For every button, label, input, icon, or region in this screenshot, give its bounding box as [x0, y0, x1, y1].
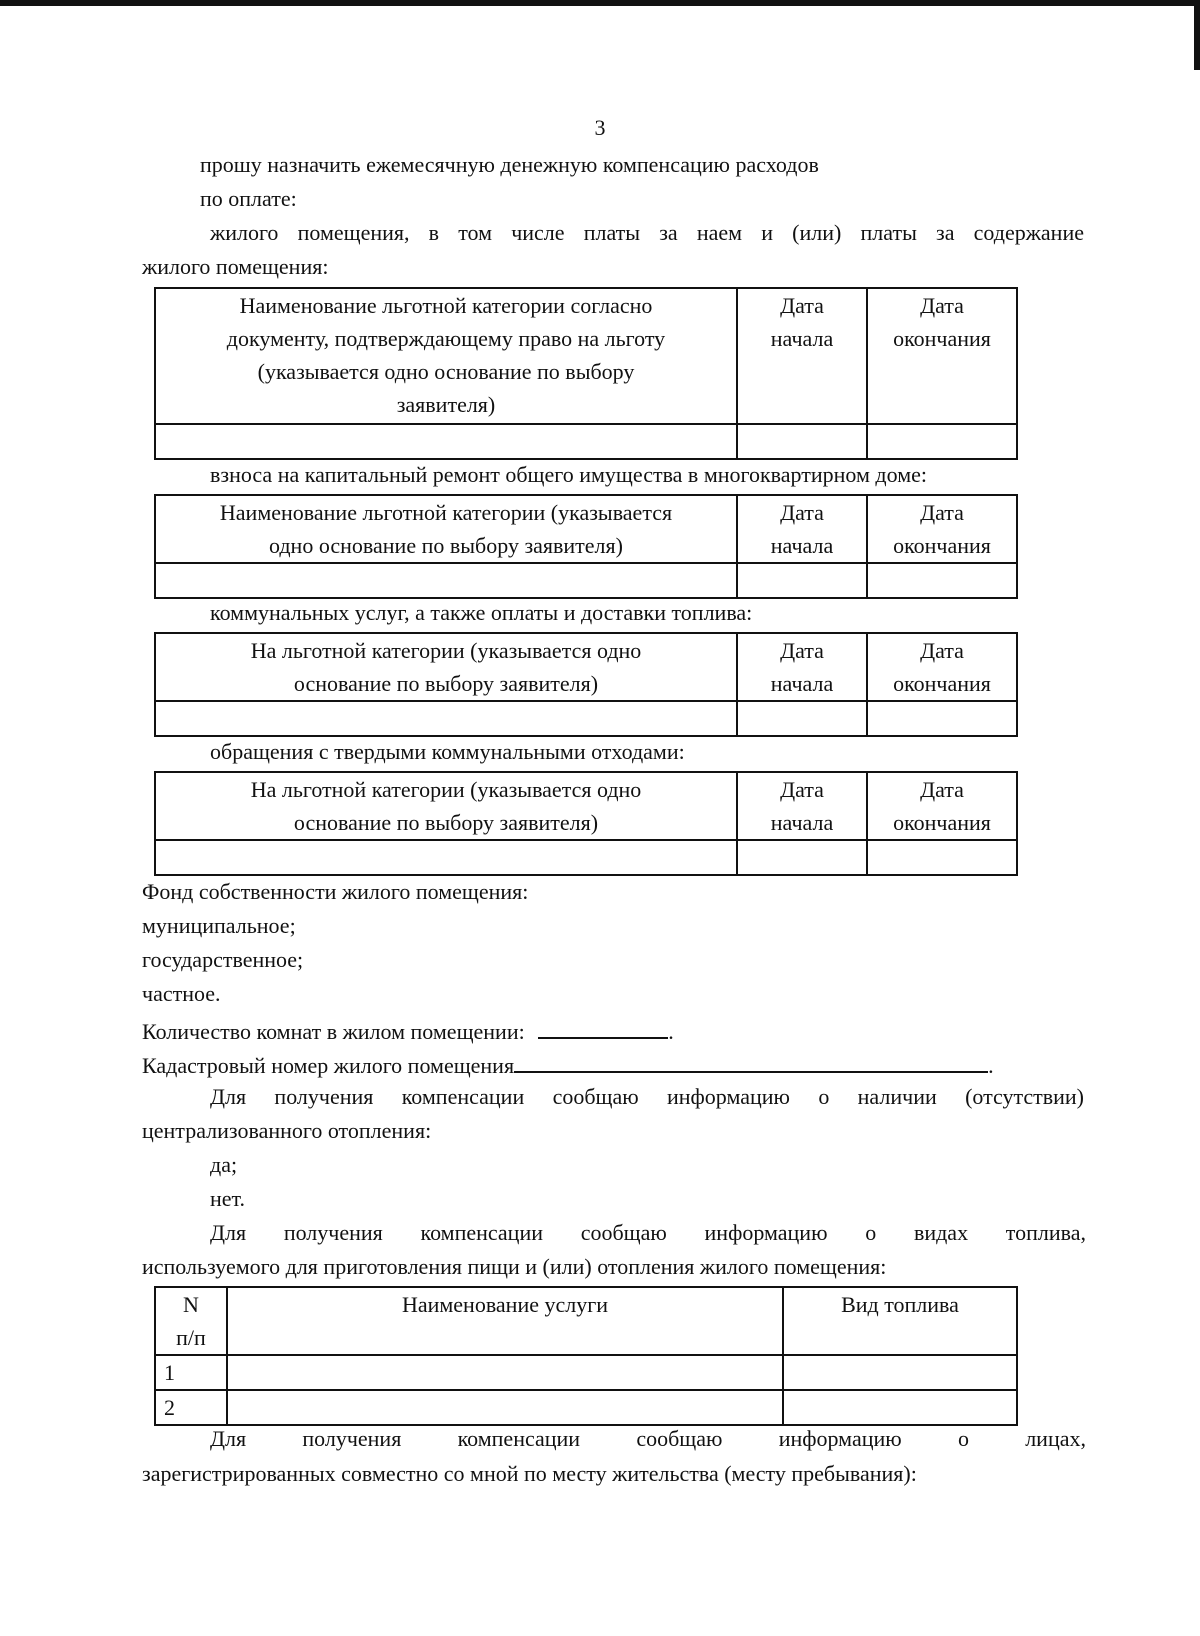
fuel-row-service-cell[interactable] — [227, 1355, 783, 1390]
heating-line-1-text: Для получения компенсации сообщаю информацию о наличии (отсутствии) — [210, 1084, 1084, 1109]
section4-cell-start[interactable] — [737, 840, 867, 875]
section1-col-end-l1: Дата — [920, 293, 964, 318]
section1-col-category-l3: (указывается одно основание по выбору — [257, 359, 635, 384]
section2-table-header-row — [155, 495, 1017, 563]
fuel-col-number — [155, 1287, 227, 1355]
section3-table — [154, 632, 1018, 737]
section1-col-end — [867, 288, 1017, 424]
section3-heading: коммунальных услуг, а также оплаты и доставки топлива: — [210, 600, 753, 625]
section2-cell-start[interactable] — [737, 563, 867, 598]
section1-heading-text: жилого помещения, в том числе платы за наем и (или) платы за содержание — [210, 220, 1084, 245]
section4-col-category-l1: На льготной категории (указывается одно — [250, 777, 642, 802]
persons-word: информацию — [778, 1426, 902, 1451]
fuel-col-fuel-type: Вид топлива — [783, 1287, 1017, 1355]
section1-col-category-l4: заявителя) — [396, 392, 496, 417]
fuel-row-fuel-cell[interactable] — [783, 1355, 1017, 1390]
section4-col-start-l2: начала — [770, 810, 834, 835]
fuel-row-number: 2 — [155, 1390, 227, 1425]
section1-table — [154, 287, 1018, 460]
section3-col-end-l2: окончания — [893, 671, 991, 696]
section3-col-start — [737, 633, 867, 701]
section3-col-category — [155, 633, 737, 701]
rooms-input-blank[interactable] — [538, 1013, 668, 1039]
section3-cell-start[interactable] — [737, 701, 867, 736]
scan-border-right — [1194, 0, 1200, 70]
section4-table — [154, 771, 1018, 876]
persons-word: сообщаю — [636, 1426, 723, 1451]
heating-line-2: централизованного отопления: — [142, 1118, 432, 1143]
cadastral-end: . — [988, 1053, 994, 1078]
section3-col-category-l1: На льготной категории (указывается одно — [250, 638, 642, 663]
page-number: 3 — [594, 115, 606, 140]
cadastral-input-blank[interactable] — [514, 1047, 988, 1073]
fuel-table — [154, 1286, 1018, 1426]
section1-cell-end[interactable] — [867, 424, 1017, 459]
section1-col-category-l1: Наименование льготной категории согласно — [239, 293, 653, 318]
intro-line-1: прошу назначить ежемесячную денежную компенсацию расходов — [200, 152, 819, 177]
section1-table-header-row — [155, 288, 1017, 424]
section3-table-header-row — [155, 633, 1017, 701]
section1-cell-category[interactable] — [155, 424, 737, 459]
section2-col-category-l1: Наименование льготной категории (указывается — [219, 500, 673, 525]
section4-col-category-l2: основание по выбору заявителя) — [293, 810, 599, 835]
fuel-table-row — [155, 1390, 1017, 1425]
fuel-row-fuel-cell[interactable] — [783, 1390, 1017, 1425]
fuel-table-row — [155, 1355, 1017, 1390]
section1-col-start — [737, 288, 867, 424]
section4-heading: обращения с твердыми коммунальными отходами: — [210, 739, 685, 764]
section4-col-end — [867, 772, 1017, 840]
section4-col-start-l1: Дата — [780, 777, 824, 802]
cadastral-line — [142, 1047, 994, 1081]
persons-word: компенсации — [457, 1426, 581, 1451]
section3-table-empty-row — [155, 701, 1017, 736]
section4-col-start — [737, 772, 867, 840]
section1-col-category-l2: документу, подтверждающему право на льготу — [226, 326, 666, 351]
section2-col-end-l2: окончания — [893, 533, 991, 558]
persons-word: о — [957, 1426, 969, 1451]
rooms-label: Количество комнат в жилом помещении: — [142, 1019, 525, 1044]
section4-col-end-l2: окончания — [893, 810, 991, 835]
section4-col-end-l1: Дата — [920, 777, 964, 802]
section2-col-start-l2: начала — [770, 533, 834, 558]
fuel-line-2: используемого для приготовления пищи и (или) отопления жилого помещения: — [142, 1254, 887, 1279]
section3-col-start-l1: Дата — [780, 638, 824, 663]
section1-cell-start[interactable] — [737, 424, 867, 459]
section2-table — [154, 494, 1018, 599]
heating-option-yes[interactable]: да; — [210, 1152, 238, 1177]
fuel-line-1-text: Для получения компенсации сообщаю информацию о видах топлива, — [210, 1220, 1086, 1245]
section2-heading: взноса на капитальный ремонт общего имущества в многоквартирном доме: — [210, 462, 927, 487]
persons-word: получения — [302, 1426, 402, 1451]
section4-table-empty-row — [155, 840, 1017, 875]
section2-col-start-l1: Дата — [780, 500, 824, 525]
persons-word: лицах, — [1025, 1426, 1086, 1451]
fuel-col-service: Наименование услуги — [227, 1287, 783, 1355]
fuel-col-number-l1: N — [183, 1292, 199, 1317]
section4-cell-end[interactable] — [867, 840, 1017, 875]
section1-heading-line-1 — [210, 218, 1084, 248]
fuel-row-number: 1 — [155, 1355, 227, 1390]
section2-cell-end[interactable] — [867, 563, 1017, 598]
persons-word: Для — [210, 1426, 247, 1451]
section2-col-end — [867, 495, 1017, 563]
intro-line-2: по оплате: — [200, 186, 297, 211]
heating-option-no[interactable]: нет. — [210, 1186, 245, 1211]
section3-cell-category[interactable] — [155, 701, 737, 736]
section4-table-header-row — [155, 772, 1017, 840]
section2-col-category — [155, 495, 737, 563]
section2-col-category-l2: одно основание по выбору заявителя) — [269, 533, 623, 558]
fuel-col-number-l2: п/п — [176, 1325, 206, 1350]
section1-table-empty-row — [155, 424, 1017, 459]
fund-option-state[interactable]: государственное; — [142, 947, 304, 972]
section3-col-start-l2: начала — [770, 671, 834, 696]
section2-table-empty-row — [155, 563, 1017, 598]
fund-title: Фонд собственности жилого помещения: — [142, 879, 529, 904]
section1-col-start-l2: начала — [770, 326, 834, 351]
fuel-row-service-cell[interactable] — [227, 1390, 783, 1425]
cadastral-label: Кадастровый номер жилого помещения — [142, 1053, 515, 1078]
fund-option-private[interactable]: частное. — [142, 981, 221, 1006]
section1-col-end-l2: окончания — [893, 326, 991, 351]
section3-col-end — [867, 633, 1017, 701]
rooms-line — [142, 1013, 674, 1047]
section1-col-category — [155, 288, 737, 424]
section1-heading-line-2: жилого помещения: — [142, 254, 329, 279]
section1-col-start-l1: Дата — [780, 293, 824, 318]
scan-border-top — [0, 0, 1200, 6]
rooms-end: . — [668, 1019, 674, 1044]
section3-col-category-l2: основание по выбору заявителя) — [293, 671, 599, 696]
section2-cell-category[interactable] — [155, 563, 737, 598]
heating-line-1 — [210, 1082, 1084, 1112]
persons-line-2: зарегистрированных совместно со мной по месту жительства (месту пребывания): — [142, 1461, 917, 1486]
section3-col-end-l1: Дата — [920, 638, 964, 663]
section2-col-end-l1: Дата — [920, 500, 964, 525]
section4-cell-category[interactable] — [155, 840, 737, 875]
persons-line-1 — [210, 1424, 1086, 1454]
section3-cell-end[interactable] — [867, 701, 1017, 736]
fuel-table-header-row — [155, 1287, 1017, 1355]
fund-option-municipal[interactable]: муниципальное; — [142, 913, 296, 938]
section2-col-start — [737, 495, 867, 563]
fuel-line-1 — [210, 1218, 1086, 1248]
section4-col-category — [155, 772, 737, 840]
